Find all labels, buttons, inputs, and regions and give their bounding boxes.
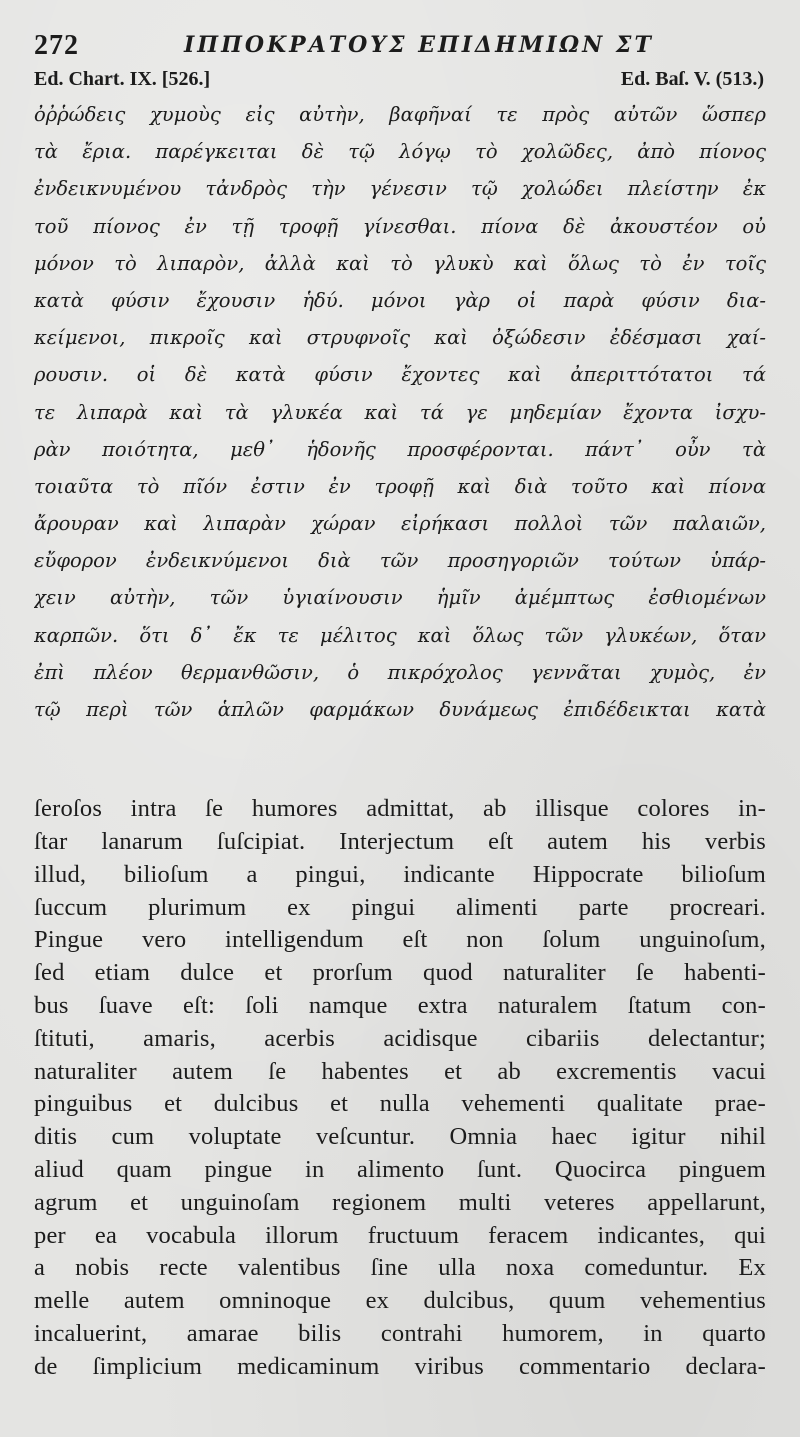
latin-line: ſuccum plurimum ex pingui alimenti parte procreari. xyxy=(34,893,766,921)
greek-line: τε λιπαρὰ καὶ τὰ γλυκέα καὶ τά γε μηδεμίαν ἔχοντα ἰσχυ- xyxy=(34,400,766,424)
greek-line: κατὰ φύσιν ἔχουσιν ἡδύ. μόνοι γὰρ οἱ παρὰ φύσιν δια- xyxy=(34,288,766,312)
greek-line: ρὰν ποιότητα, μεθ᾽ ἡδονῆς προσφέρονται. πάντ᾽ οὖν τὰ xyxy=(34,437,766,461)
latin-line: ditis cum voluptate veſcuntur. Omnia haec igitur nihil xyxy=(34,1123,766,1151)
edition-references xyxy=(34,68,766,96)
page-number: 272 xyxy=(34,30,79,61)
latin-line: pinguibus et dulcibus et nulla vehementi qualitate prae- xyxy=(34,1090,766,1118)
latin-line: ſtituti, amaris, acerbis acidisque cibariis delectantur; xyxy=(34,1024,766,1052)
latin-line: Pingue vero intelligendum eſt non ſolum unguinoſum, xyxy=(34,926,766,954)
latin-line: a nobis recte valentibus ſine ulla noxa comeduntur. Ex xyxy=(34,1254,766,1282)
greek-text-block xyxy=(34,96,766,728)
running-title: ΙΠΠΟΚΡΑΤΟΥΣ ΕΠΙΔΗΜΙΩΝ ΣΤ xyxy=(184,32,654,58)
edition-chart-reference: Ed. Chart. IX. [526.] xyxy=(34,68,211,90)
latin-line: per ea vocabula illorum fructuum feracem indicantes, qui xyxy=(34,1221,766,1249)
latin-line: naturaliter autem ſe habentes et ab excrementis vacui xyxy=(34,1057,766,1085)
latin-line: agrum et unguinoſam regionem multi veteres appellarunt, xyxy=(34,1188,766,1216)
greek-line: ἐπὶ πλέον θερμανθῶσιν, ὁ πικρόχολος γεννᾶται χυμὸς, ἐν xyxy=(34,660,766,684)
page-header xyxy=(34,28,766,68)
latin-line: bus ſuave eſt: ſoli namque extra naturalem ſtatum con- xyxy=(34,991,766,1019)
greek-line: μόνον τὸ λιπαρὸν, ἀλλὰ καὶ τὸ γλυκὺ καὶ ὅλως τὸ ἐν τοῖς xyxy=(34,251,766,275)
block-separator xyxy=(34,756,766,793)
latin-text-block xyxy=(34,793,766,1383)
latin-line: incaluerint, amarae bilis contrahi humorem, in quarto xyxy=(34,1319,766,1347)
latin-line: ſtar lanarum ſuſcipiat. Interjectum eſt autem his verbis xyxy=(34,827,766,855)
latin-line: illud, bilioſum a pingui, indicante Hippocrate bilioſum xyxy=(34,860,766,888)
latin-line: de ſimplicium medicaminum viribus commentario declara- xyxy=(34,1352,766,1380)
latin-line: ſed etiam dulce et prorſum quod naturaliter ſe habenti- xyxy=(34,959,766,987)
greek-line: ἄρουραν καὶ λιπαρὰν χώραν εἰρήκασι πολλοὶ τῶν παλαιῶν, xyxy=(34,512,766,536)
greek-line: χειν αὐτὴν, τῶν ὑγιαίνουσιν ἡμῖν ἀμέμπτως ἐσθιομένων xyxy=(34,586,766,610)
greek-line: καρπῶν. ὅτι δ᾽ ἔκ τε μέλιτος καὶ ὅλως τῶν γλυκέων, ὅταν xyxy=(34,623,766,647)
greek-line: τοιαῦτα τὸ πῖόν ἐστιν ἐν τροφῇ καὶ διὰ τοῦτο καὶ πίονα xyxy=(34,474,766,498)
greek-line: ἐνδεικνυμένου τἀνδρὸς τὴν γένεσιν τῷ χολώδει πλείστην ἐκ xyxy=(34,177,766,201)
latin-line: aliud quam pingue in alimento ſunt. Quocirca pinguem xyxy=(34,1155,766,1183)
greek-line: τῷ περὶ τῶν ἁπλῶν φαρμάκων δυνάμεως ἐπιδέδεικται κατὰ xyxy=(34,698,766,721)
greek-line: τοῦ πίονος ἐν τῇ τροφῇ γίνεσθαι. πίονα δὲ ἀκουστέον οὐ xyxy=(34,214,766,238)
greek-line: ὀῤῥώδεις χυμοὺς εἰς αὐτὴν, βαφῆναί τε πρὸς αὐτῶν ὥσπερ xyxy=(34,103,766,126)
greek-line: κείμενοι, πικροῖς καὶ στρυφνοῖς καὶ ὀξώδεσιν ἐδέσμασι χαί- xyxy=(34,326,766,350)
latin-line: melle autem omninoque ex dulcibus, quum vehementius xyxy=(34,1287,766,1315)
show-through-shadow xyxy=(34,732,766,756)
edition-basel-reference: Ed. Baſ. V. (513.) xyxy=(620,68,764,90)
latin-line: ſeroſos intra ſe humores admittat, ab illisque colores in- xyxy=(34,795,766,823)
greek-line: τὰ ἔρια. παρέγκειται δὲ τῷ λόγῳ τὸ χολῶδες, ἀπὸ πίονος xyxy=(34,140,766,164)
greek-line: ρουσιν. οἱ δὲ κατὰ φύσιν ἔχοντες καὶ ἀπεριττότατοι τά xyxy=(34,363,766,387)
greek-line: εὔφορον ἐνδεικνύμενοι διὰ τῶν προσηγοριῶν τούτων ὑπάρ- xyxy=(34,549,766,573)
